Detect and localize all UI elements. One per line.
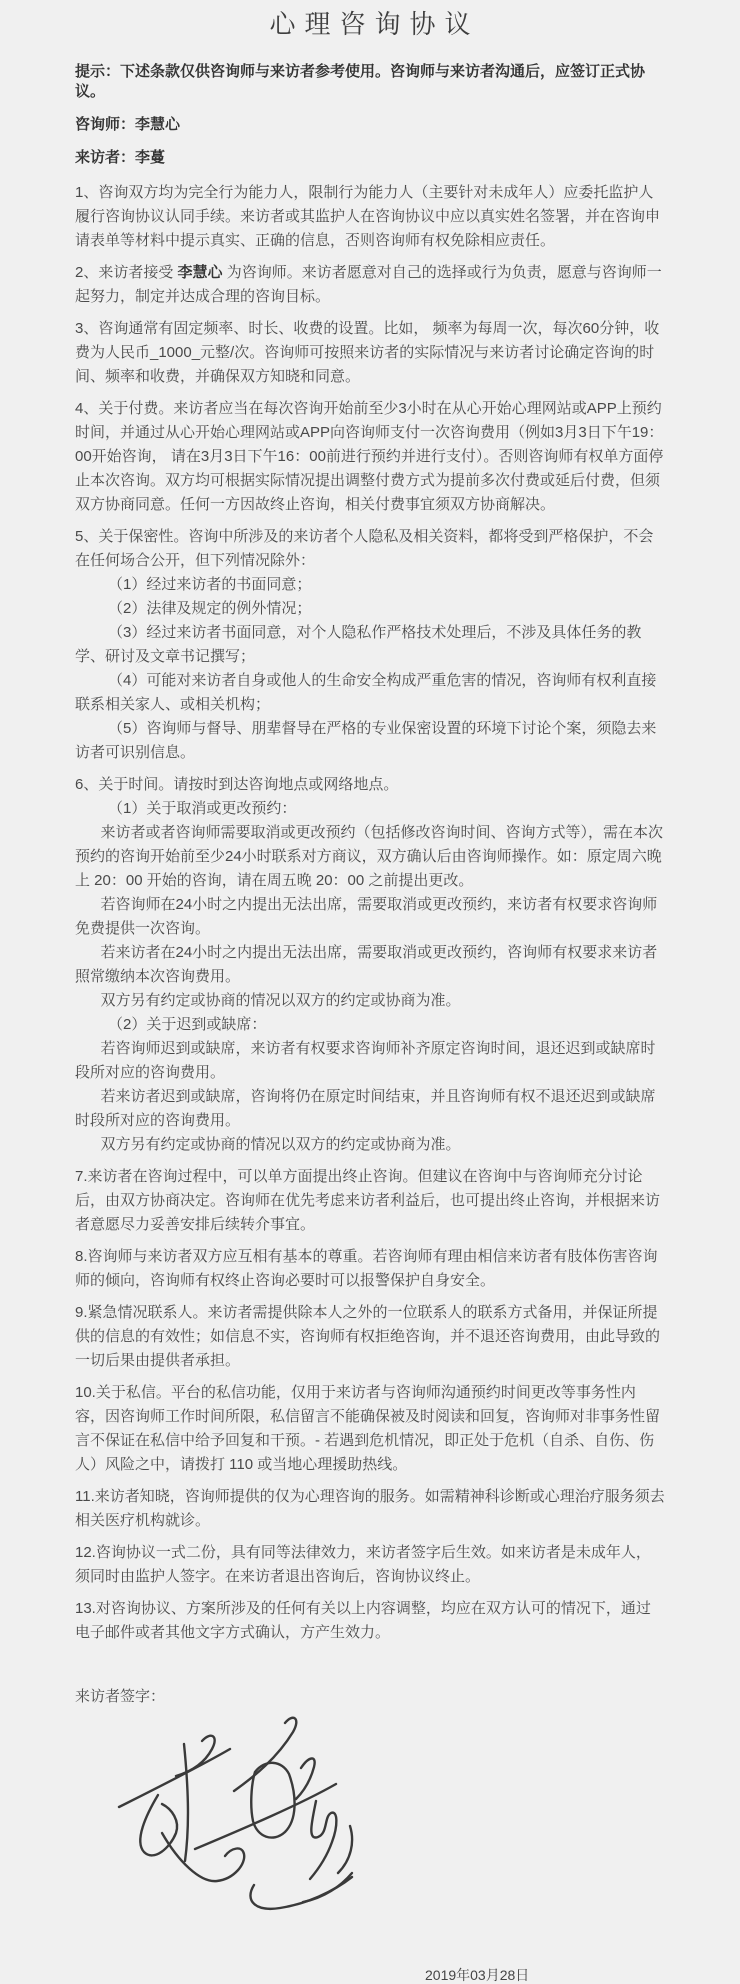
clause-13: 13.对咨询协议、方案所涉及的任何有关以上内容调整，均应在双方认可的情况下，通过电子邮件或者其他文字方式确认，方产生效力。 [75, 1600, 651, 1641]
clause-6-sub-8: 若来访者迟到或缺席，咨询将仍在原定时间结束，并且咨询师有权不退还迟到或缺席时段所对应的咨询费用。 [75, 1088, 656, 1129]
clause-2-pre: 2、来访者接受 [75, 264, 178, 281]
counselor-name: 李慧心 [135, 116, 181, 133]
clause-8: 8.咨询师与来访者双方应互相有基本的尊重。若咨询师有理由相信来访者有肢体伤害咨询师的倾向，咨询师有权终止咨询必要时可以报警保护自身安全。 [75, 1248, 658, 1289]
page-title: 心理咨询协议 [269, 9, 480, 39]
agreement-date: 2019年03月28日 [425, 1967, 530, 1983]
clause-1: 1、咨询双方均为完全行为能力人，限制行为能力人（主要针对未成年人）应委托监护人履行咨询协议认同手续。来访者或其监护人在咨询协议中应以真实姓名签署，并在咨询申请表单等材料中提示真实、正确的信息，否则咨询师有权免除相应责任。 [75, 184, 661, 249]
clause-2 [75, 261, 665, 309]
clause-2-counselor-name: 李慧心 [177, 264, 223, 281]
clause-5-intro: 5、关于保密性。咨询中所涉及的来访者个人隐私及相关资料，都将受到严格保护，不会在任何场合公开，但下列情况除外： [75, 528, 654, 569]
counselor-label: 咨询师： [75, 116, 136, 133]
clause-6-sub-4: 若来访者在24小时之内提出无法出席，需要取消或更改预约，咨询师有权要求来访者照常缴纳本次咨询费用。 [75, 944, 658, 985]
clause-6 [75, 773, 665, 1157]
clause-5-sub-5: （5）咨询师与督导、朋辈督导在严格的专业保密设置的环境下讨论个案，须隐去来访者可识别信息。 [75, 720, 657, 761]
clause-6-sub-7: 若咨询师迟到或缺席，来访者有权要求咨询师补齐原定咨询时间，退还迟到或缺席时段所对应的咨询费用。 [75, 1040, 656, 1081]
clause-5-sub-3: （3）经过来访者书面同意，对个人隐私作严格技术处理后，不涉及具体任务的教学、研讨及文章书记撰写； [75, 624, 642, 665]
notice-line: 提示：下述条款仅供咨询师与来访者参考使用。咨询师与来访者沟通后，应签订正式协议。 [75, 63, 646, 100]
clause-5-sub-4: （4）可能对来访者自身或他人的生命安全构成严重危害的情况，咨询师有权利直接联系相关家人、或相关机构； [75, 672, 657, 713]
clause-6-sub-9: 双方另有约定或协商的情况以双方的约定或协商为准。 [100, 1136, 461, 1153]
clause-10: 10.关于私信。平台的私信功能，仅用于来访者与咨询师沟通预约时间更改等事务性内容，因咨询师工作时间所限，私信留言不能确保被及时阅读和回复，咨询师对非事务性留言不保证在私信中给予回复和干预。- 若遇到危机情况，即正处于危机（自杀、自伤、伤人）风险之中，请拨打 110 或当地心理援助热线。 [75, 1384, 661, 1473]
clause-7: 7.来访者在咨询过程中，可以单方面提出终止咨询。但建议在咨询中与咨询师充分讨论后，由双方协商决定。咨询师在优先考虑来访者利益后，也可提出终止咨询，并根据来访者意愿尽力妥善安排后续转介事宜。 [75, 1168, 661, 1233]
visitor-signature [105, 1709, 355, 1914]
agreement-document [0, 6, 740, 1984]
clause-3: 3、咨询通常有固定频率、时长、收费的设置。比如， 频率为每周一次，每次60分钟，收费为人民币_1000_元整/次。咨询师可按照来访者的实际情况与来访者讨论确定咨询的时间、频率和收费，并确保双方知晓和同意。 [75, 320, 660, 385]
signature-scrawl-icon [105, 1709, 355, 1914]
clause-2-post: 为咨询师。来访者愿意对自己的选择或行为负责，愿意与咨询师一起努力，制定并达成合理的咨询目标。 [75, 264, 662, 305]
clause-6-sub-3: 若咨询师在24小时之内提出无法出席，需要取消或更改预约，来访者有权要求咨询师免费提供一次咨询。 [75, 896, 658, 937]
clause-6-sub-2: 来访者或者咨询师需要取消或更改预约（包括修改咨询时间、咨询方式等），需在本次预约的咨询开始前至少24小时联系对方商议，双方确认后由咨询师操作。如：原定周六晚上 20：00 开始的咨询，请在周五晚 20：00 之前提出更改。 [75, 824, 664, 889]
clause-9: 9.紧急情况联系人。来访者需提供除本人之外的一位联系人的联系方式备用，并保证所提供的信息的有效性；如信息不实，咨询师有权拒绝咨询，并不退还咨询费用，由此导致的一切后果由提供者承担。 [75, 1304, 661, 1369]
clause-5 [75, 525, 665, 765]
signature-label: 来访者签字： [75, 1688, 166, 1705]
clause-5-sub-2: （2）法律及规定的例外情况； [108, 600, 312, 617]
clause-11: 11.来访者知晓，咨询师提供的仅为心理咨询的服务。如需精神科诊断或心理治疗服务须去相关医疗机构就诊。 [75, 1488, 665, 1529]
clause-5-sub-1: （1）经过来访者的书面同意； [108, 576, 312, 593]
clause-6-sub-5: 双方另有约定或协商的情况以双方的约定或协商为准。 [100, 992, 461, 1009]
clause-6-sub-1: （1）关于取消或更改预约： [108, 800, 297, 817]
clause-4: 4、关于付费。来访者应当在每次咨询开始前至少3小时在从心开始心理网站或APP上预约时间，并通过从心开始心理网站或APP向咨询师支付一次咨询费用（例如3月3日下午19：00开始咨询， 请在3月3日下午16：00前进行预约并进行支付）。否则咨询师有权单方面停止本次咨询。双方均可根据实际情况提出调整付费方式为提前多次付费或延后付费，但须双方协商同意。任何一方因故终止咨询，相关付费事宜须双方协商解决。 [75, 400, 664, 513]
clause-6-sub-6: （2）关于迟到或缺席： [108, 1016, 267, 1033]
visitor-line [75, 148, 665, 168]
visitor-name: 李蔓 [135, 149, 166, 166]
clause-6-intro: 6、关于时间。请按时到达咨询地点或网络地点。 [75, 776, 399, 793]
counselor-line [75, 115, 665, 135]
clause-12: 12.咨询协议一式二份，具有同等法律效力，来访者签字后生效。如来访者是未成年人，须同时由监护人签字。在来访者退出咨询后，咨询协议终止。 [75, 1544, 651, 1585]
visitor-label: 来访者： [75, 149, 136, 166]
